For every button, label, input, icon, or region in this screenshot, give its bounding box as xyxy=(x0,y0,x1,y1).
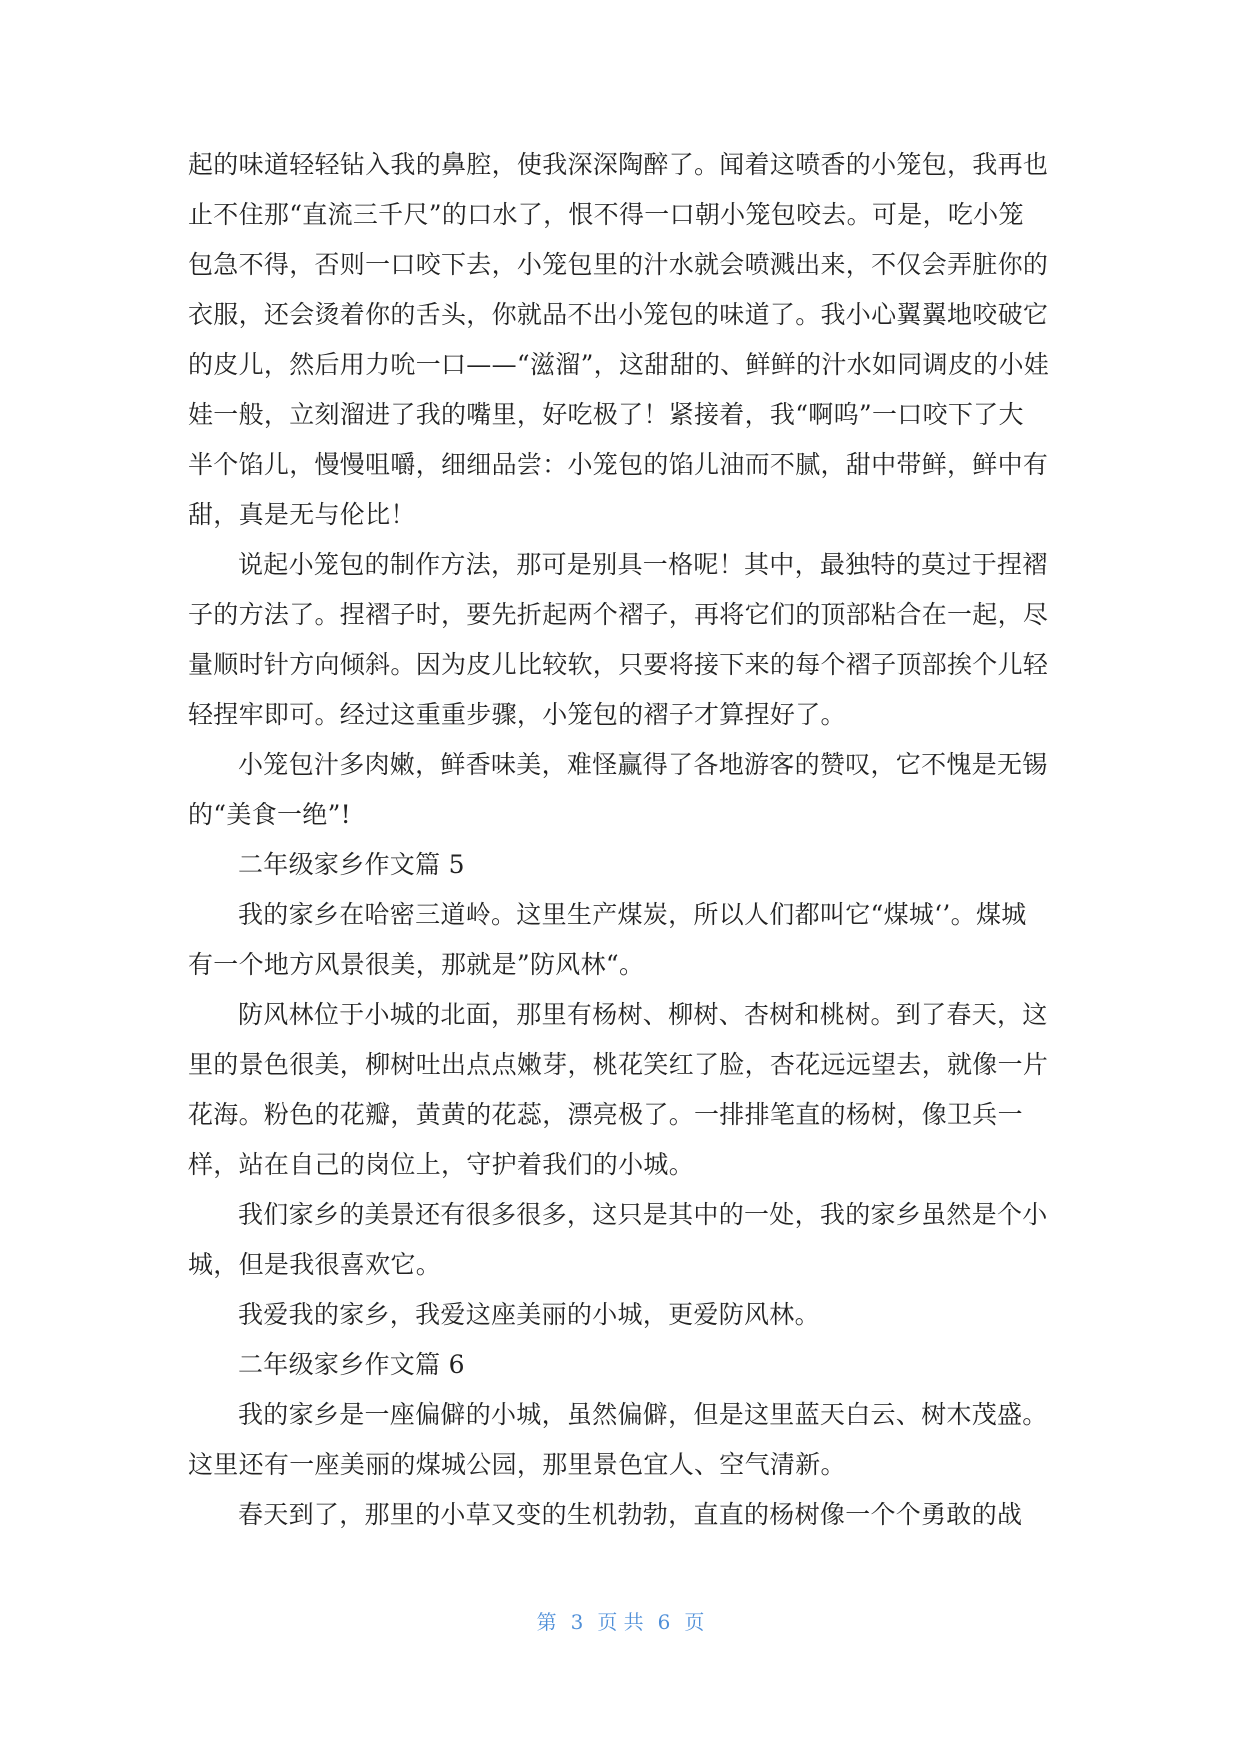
text-line: 小笼包汁多肉嫩，鲜香味美，难怪赢得了各地游客的赞叹，它不愧是无锡 xyxy=(238,750,1048,779)
section-heading: 二年级家乡作文篇 6 xyxy=(238,1350,465,1379)
text-line: 有一个地方风景很美，那就是”防风林“。 xyxy=(188,950,645,979)
text-line: 里的景色很美，柳树吐出点点嫩芽，桃花笑红了脸，杏花远远望去，就像一片 xyxy=(188,1050,1049,1079)
text-line: 量顺时针方向倾斜。因为皮儿比较软，只要将接下来的每个褶子顶部挨个儿轻 xyxy=(188,650,1049,679)
total-pages-number: 6 xyxy=(657,1610,671,1634)
text-line: 包急不得，否则一口咬下去，小笼包里的汁水就会喷溅出来，不仅会弄脏你的 xyxy=(188,250,1049,279)
text-line: 春天到了，那里的小草又变的生机勃勃，直直的杨树像一个个勇敢的战 xyxy=(238,1500,1023,1529)
section-heading: 二年级家乡作文篇 5 xyxy=(238,850,465,879)
text-line: 衣服，还会烫着你的舌头，你就品不出小笼包的味道了。我小心翼翼地咬破它 xyxy=(188,300,1049,329)
text-line: 轻捏牢即可。经过这重重步骤，小笼包的褶子才算捏好了。 xyxy=(188,700,846,729)
text-line: 子的方法了。捏褶子时，要先折起两个褶子，再将它们的顶部粘合在一起，尽 xyxy=(188,600,1049,629)
text-line: 城，但是我很喜欢它。 xyxy=(188,1250,442,1279)
footer-of-label: 页 共 xyxy=(597,1610,644,1634)
text-line: 我们家乡的美景还有很多很多，这只是其中的一处，我的家乡虽然是个小 xyxy=(238,1200,1048,1229)
text-line: 起的味道轻轻钻入我的鼻腔，使我深深陶醉了。闻着这喷香的小笼包，我再也 xyxy=(188,150,1049,179)
footer-page-label: 第 xyxy=(536,1610,557,1634)
text-line: 防风林位于小城的北面，那里有杨树、柳树、杏树和桃树。到了春天，这 xyxy=(238,1000,1048,1029)
text-line: 花海。粉色的花瓣，黄黄的花蕊，漂亮极了。一排排笔直的杨树，像卫兵一 xyxy=(188,1100,1023,1129)
text-line: 甜，真是无与伦比！ xyxy=(188,500,416,529)
text-line: 这里还有一座美丽的煤城公园，那里景色宜人、空气清新。 xyxy=(188,1450,846,1479)
text-line: 说起小笼包的制作方法，那可是别具一格呢！其中，最独特的莫过于捏褶 xyxy=(238,550,1048,579)
text-line: 的“美食一绝”! xyxy=(188,800,352,829)
text-line: 样，站在自己的岗位上，守护着我们的小城。 xyxy=(188,1150,695,1179)
text-line: 我爱我的家乡，我爱这座美丽的小城，更爱防风林。 xyxy=(238,1300,820,1329)
document-body xyxy=(188,140,1054,1540)
text-line: 我的家乡在哈密三道岭。这里生产煤炭，所以人们都叫它“煤城‘’。煤城 xyxy=(238,900,1027,929)
page-footer xyxy=(0,1606,1241,1635)
text-line: 娃一般，立刻溜进了我的嘴里，好吃极了！紧接着，我“啊呜”一口咬下了大 xyxy=(188,400,1024,429)
current-page-number: 3 xyxy=(570,1610,584,1634)
text-line: 止不住那“直流三千尺”的口水了，恨不得一口朝小笼包咬去。可是，吃小笼 xyxy=(188,200,1024,229)
text-line: 我的家乡是一座偏僻的小城，虽然偏僻，但是这里蓝天白云、树木茂盛。 xyxy=(238,1400,1048,1429)
text-line: 半个馅儿，慢慢咀嚼，细细品尝：小笼包的馅儿油而不腻，甜中带鲜，鲜中有 xyxy=(188,450,1049,479)
text-line: 的皮儿，然后用力吮一口——“滋溜”，这甜甜的、鲜鲜的汁水如同调皮的小娃 xyxy=(188,350,1050,379)
footer-pages-label: 页 xyxy=(684,1610,705,1634)
